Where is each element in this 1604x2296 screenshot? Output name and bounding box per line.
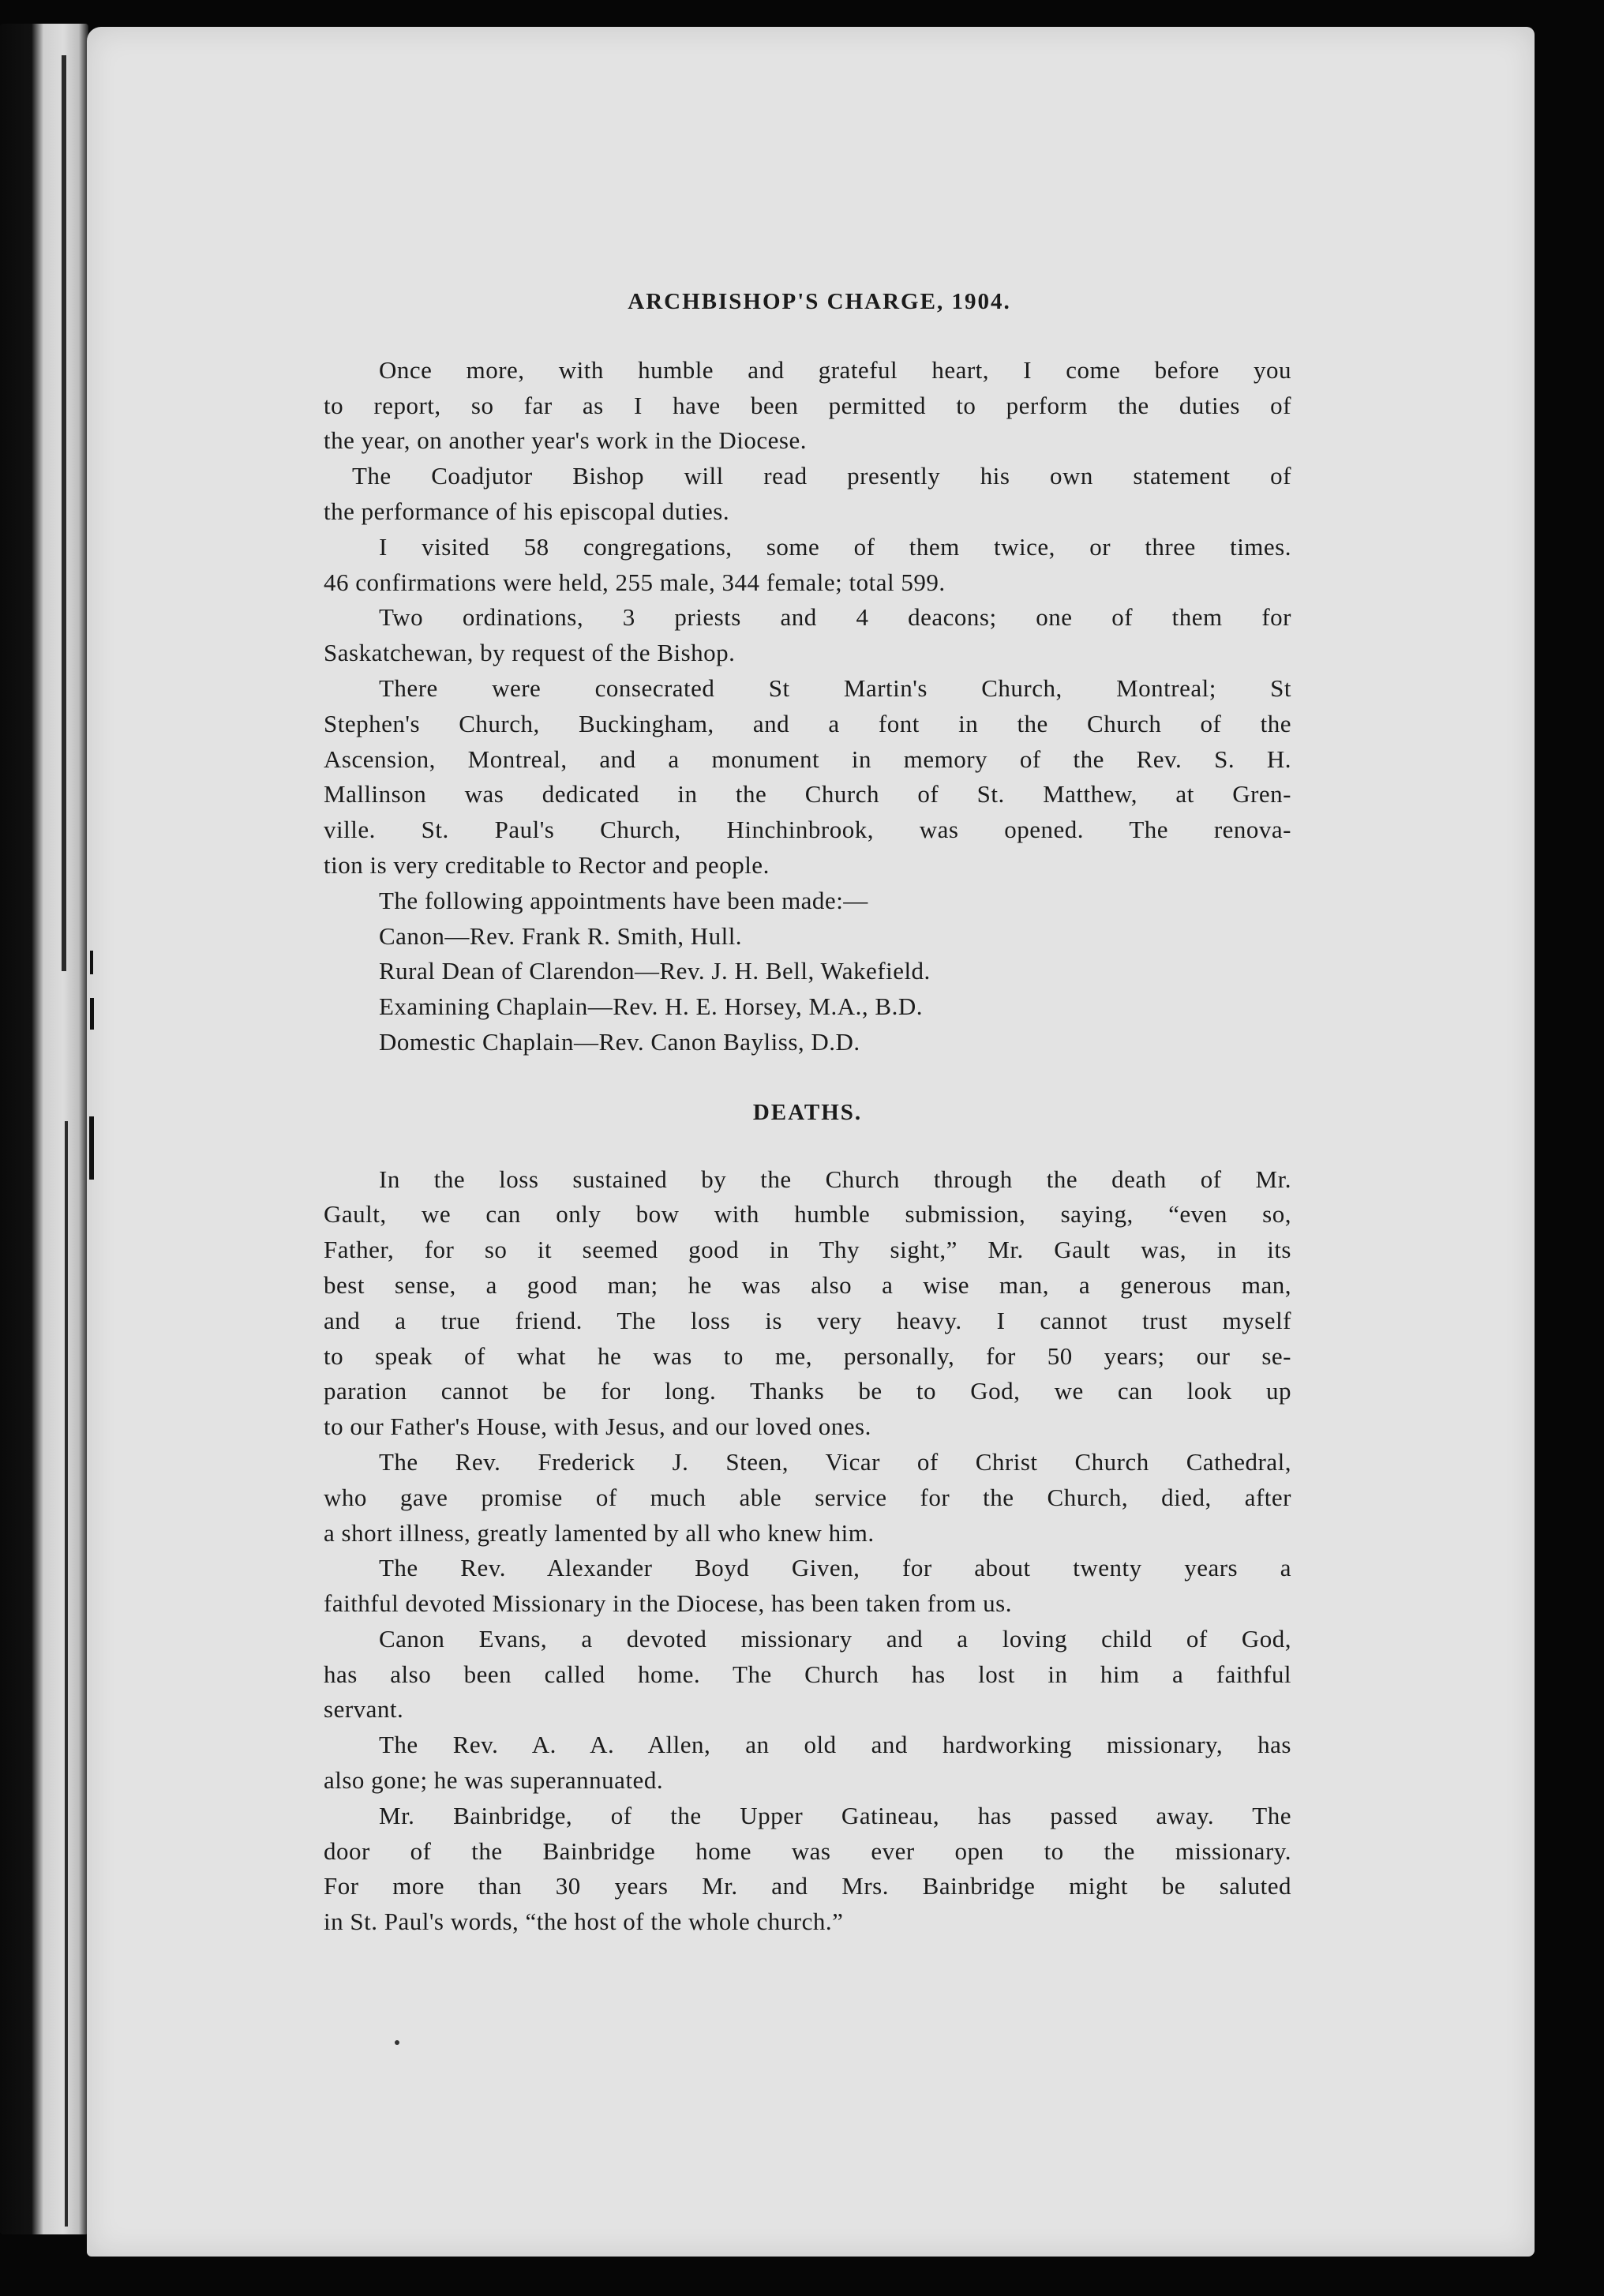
text-line: the performance of his episcopal duties. [324,497,730,525]
text-line: paration cannot be for long. Thanks be to God, we can look up [324,1377,1291,1405]
paragraph [324,600,1291,671]
page-content [324,284,1291,1940]
paragraph [324,1622,1291,1728]
text-line: in St. Paul's words, “the host of the whole church.” [324,1908,844,1936]
text-line: Saskatchewan, by request of the Bishop. [324,639,736,667]
paragraph [324,530,1291,601]
text-line: The Rev. A. A. Allen, an old and hardworking missionary, has [379,1731,1291,1759]
text-line: tion is very creditable to Rector and people. [324,850,770,879]
paragraph [324,459,1291,530]
text-line: Two ordinations, 3 priests and 4 deacons; one of them for [379,603,1291,632]
text-line: best sense, a good man; he was also a wise man, a generous man, [324,1270,1291,1299]
text-line: For more than 30 years Mr. and Mrs. Bainbridge might be saluted [324,1872,1291,1900]
adjacent-page-edge [0,24,88,2234]
text-line: to speak of what he was to me, personally, for 50 years; our se- [324,1341,1291,1370]
text-line: faithful devoted Missionary in the Diocese, has been taken from us. [324,1589,1012,1618]
paragraph [324,1799,1291,1940]
deaths-section [324,1162,1291,1941]
text-line: In the loss sustained by the Church through the death of Mr. [379,1165,1291,1193]
text-line: I visited 58 congregations, some of them twice, or three times. [379,532,1291,561]
text-line: The Rev. Alexander Boyd Given, for about twenty years a [379,1554,1291,1582]
text-line: Mr. Bainbridge, of the Upper Gatineau, has passed away. The [379,1801,1291,1829]
text-line: Mallinson was dedicated in the Church of St. Matthew, at Gren- [324,780,1291,808]
paragraph [324,671,1291,884]
text-line: 46 confirmations were held, 255 male, 344 female; total 599. [324,568,946,596]
text-line: The Coadjutor Bishop will read presently his own statement of [352,462,1291,490]
text-line: There were consecrated St Martin's Church, Montreal; St [379,673,1291,702]
paragraph [324,1162,1291,1445]
text-line: Father, for so it seemed good in Thy sight,” Mr. Gault was, in its [324,1236,1291,1264]
text-line: has also been called home. The Church has lost in him a faithful [324,1660,1291,1688]
text-line: The Rev. Frederick J. Steen, Vicar of Christ Church Cathedral, [379,1447,1291,1476]
section-heading-deaths: DEATHS. [752,1099,863,1125]
list-item: Examining Chaplain—Rev. H. E. Horsey, M.A., B.D. [379,992,923,1021]
paragraph [324,1728,1291,1799]
paragraph [324,353,1291,459]
text-line: the year, on another year's work in the Diocese. [324,426,807,455]
text-line: door of the Bainbridge home was ever open to the missionary. [324,1836,1291,1865]
appointments-intro: The following appointments have been made:— [379,886,868,914]
text-line: also gone; he was superannuated. [324,1766,664,1795]
paragraph [324,1551,1291,1622]
intro-section [324,353,1291,1060]
text-line: Stephen's Church, Buckingham, and a font in the Church of the [324,709,1291,737]
page-title: ARCHBISHOP'S CHARGE, 1904. [628,289,1011,314]
list-item: Canon—Rev. Frank R. Smith, Hull. [379,921,743,950]
text-line: and a true friend. The loss is very heavy. I cannot trust myself [324,1306,1291,1334]
binding-mark [90,951,93,974]
page-speck [395,2040,399,2045]
binding-mark [89,1116,94,1180]
text-line: who gave promise of much able service for the Church, died, after [324,1483,1291,1511]
text-line: to report, so far as I have been permitted to perform the duties of [324,391,1291,419]
text-line: Gault, we can only bow with humble submission, saying, “even so, [324,1200,1291,1229]
text-line: a short illness, greatly lamented by all who knew him. [324,1518,875,1547]
text-line: servant. [324,1695,404,1724]
text-line: Canon Evans, a devoted missionary and a loving child of God, [379,1624,1291,1653]
text-line: Once more, with humble and grateful heart, I come before you [379,355,1291,384]
text-line: Ascension, Montreal, and a monument in memory of the Rev. S. H. [324,745,1291,773]
binding-mark [90,998,94,1030]
text-line: ville. St. Paul's Church, Hinchinbrook, was opened. The renova- [324,816,1291,844]
list-item: Domestic Chaplain—Rev. Canon Bayliss, D.D. [379,1027,860,1056]
list-item: Rural Dean of Clarendon—Rev. J. H. Bell, Wakefield. [379,957,931,985]
paragraph [324,1445,1291,1551]
text-line: to our Father's House, with Jesus, and our loved ones. [324,1412,871,1441]
appointments-list [324,919,1291,1060]
